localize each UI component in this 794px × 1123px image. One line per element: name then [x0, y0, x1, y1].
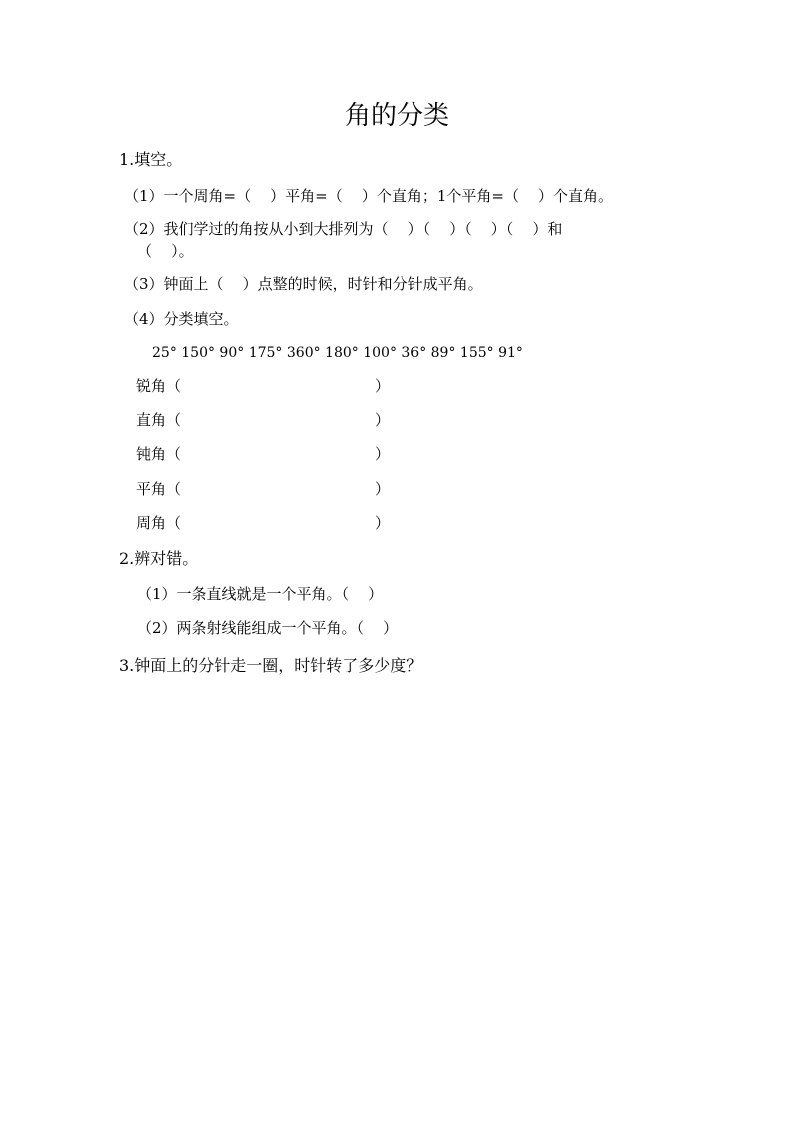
category-acute-close: ）	[375, 377, 391, 395]
q1-item-2-continued: （ ）。	[137, 242, 194, 260]
category-right-close: ）	[375, 411, 391, 429]
q1-item-2: （2）我们学过的角按从小到大排列为（ ）（ ）（ ）（ ）和	[124, 220, 563, 238]
q2-item-2: （2）两条射线能组成一个平角。（ ）	[137, 619, 399, 637]
q2-item-1: （1）一条直线就是一个平角。（ ）	[137, 585, 384, 603]
q1-heading: 1.填空。	[119, 150, 183, 169]
q3-heading: 3.钟面上的分针走一圈，时针转了多少度？	[119, 656, 423, 675]
category-round: 周角（	[136, 514, 182, 532]
q1-item-1: （1）一个周角=（ ）平角=（ ）个直角；1个平角=（ ）个直角。	[124, 187, 614, 205]
page-title: 角的分类	[344, 101, 449, 131]
category-round-close: ）	[375, 514, 391, 532]
q2-heading: 2.辨对错。	[119, 549, 199, 568]
category-acute: 锐角（	[136, 377, 182, 395]
category-obtuse: 钝角（	[136, 445, 182, 463]
q1-item-3: （3）钟面上（ ）点整的时候，时针和分针成平角。	[124, 275, 483, 293]
category-right: 直角（	[136, 411, 182, 429]
category-straight-close: ）	[375, 480, 391, 498]
angle-list: 25° 150° 90° 175° 360° 180° 100° 36° 89° 155° 91°	[152, 345, 523, 361]
q1-item-4: （4）分类填空。	[124, 310, 239, 328]
category-straight: 平角（	[136, 480, 182, 498]
category-obtuse-close: ）	[375, 445, 391, 463]
